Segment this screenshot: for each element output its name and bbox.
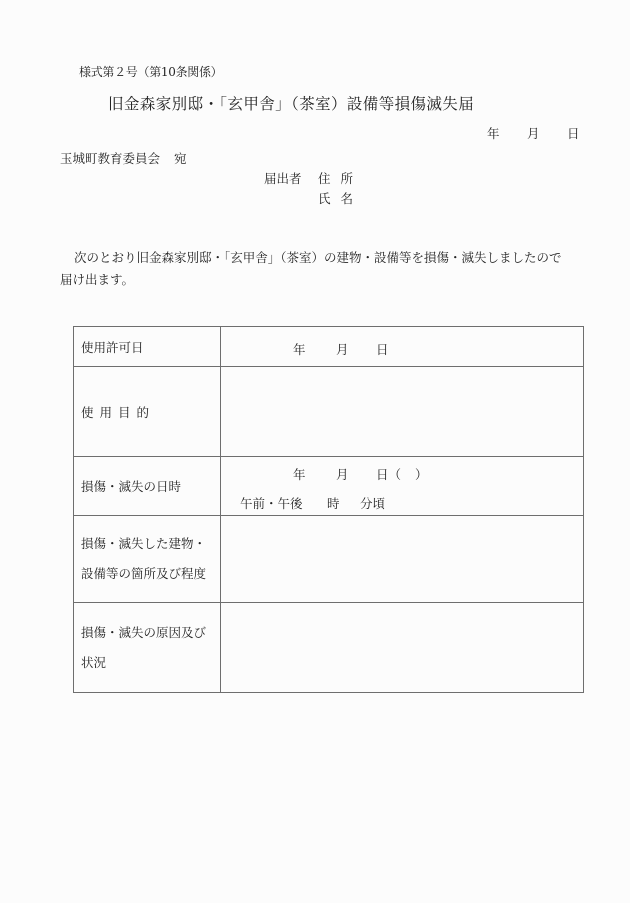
form-number: 様式第２号（第10条関係）: [79, 65, 223, 79]
purpose-field[interactable]: [221, 367, 584, 457]
name-label: 氏 名: [318, 191, 354, 206]
table-row-damage-location: [74, 516, 584, 603]
damage-datetime-label: 損傷・滅失の日時: [74, 457, 221, 516]
damage-hour-unit: 時: [327, 496, 340, 511]
table-row-purpose: [74, 367, 584, 457]
table-row-permit-date: [74, 327, 584, 367]
table-row-damage-datetime: [74, 457, 584, 516]
damage-cause-label: 損傷・滅失の原因及び 状況: [74, 603, 221, 693]
body-line-2: 届け出ます。: [60, 272, 135, 287]
damage-minute-unit: 分頃: [360, 496, 386, 511]
permit-date-field[interactable]: [221, 327, 584, 367]
table-row-damage-cause: [74, 603, 584, 693]
damage-weekday-close: ）: [415, 467, 428, 482]
permit-month-unit: 月: [336, 342, 349, 357]
damage-datetime-field[interactable]: [221, 457, 584, 516]
date-day-unit: 日: [567, 126, 580, 141]
addressee-name: 玉城町教育委員会: [60, 151, 161, 166]
document-title: 旧金森家別邸・「玄甲舎」（茶室）設備等損傷滅失届: [108, 95, 475, 113]
purpose-label: 使用目的: [74, 367, 221, 457]
address-label: 住 所: [318, 171, 354, 186]
body-line-1: 次のとおり旧金森家別邸・「玄甲舎」（茶室）の建物・設備等を損傷・滅失しましたので: [74, 250, 562, 265]
addressee-honorific: 宛: [174, 151, 187, 166]
permit-year-unit: 年: [293, 342, 306, 357]
applicant-label: 届出者: [264, 171, 302, 186]
report-form-table: [73, 326, 584, 693]
permit-date-label: 使用許可日: [74, 327, 221, 367]
damage-ampm: 午前・午後: [240, 496, 303, 511]
permit-day-unit: 日: [376, 342, 389, 357]
damage-cause-field[interactable]: [221, 603, 584, 693]
damage-day-unit: 日（: [376, 467, 402, 482]
date-year-unit: 年: [487, 126, 500, 141]
damage-year-unit: 年: [293, 467, 306, 482]
body-text: [60, 247, 600, 291]
damage-location-label: 損傷・滅失した建物・ 設備等の箇所及び程度: [74, 516, 221, 603]
damage-location-field[interactable]: [221, 516, 584, 603]
addressee: [60, 149, 187, 167]
date-month-unit: 月: [527, 126, 540, 141]
damage-month-unit: 月: [336, 467, 349, 482]
